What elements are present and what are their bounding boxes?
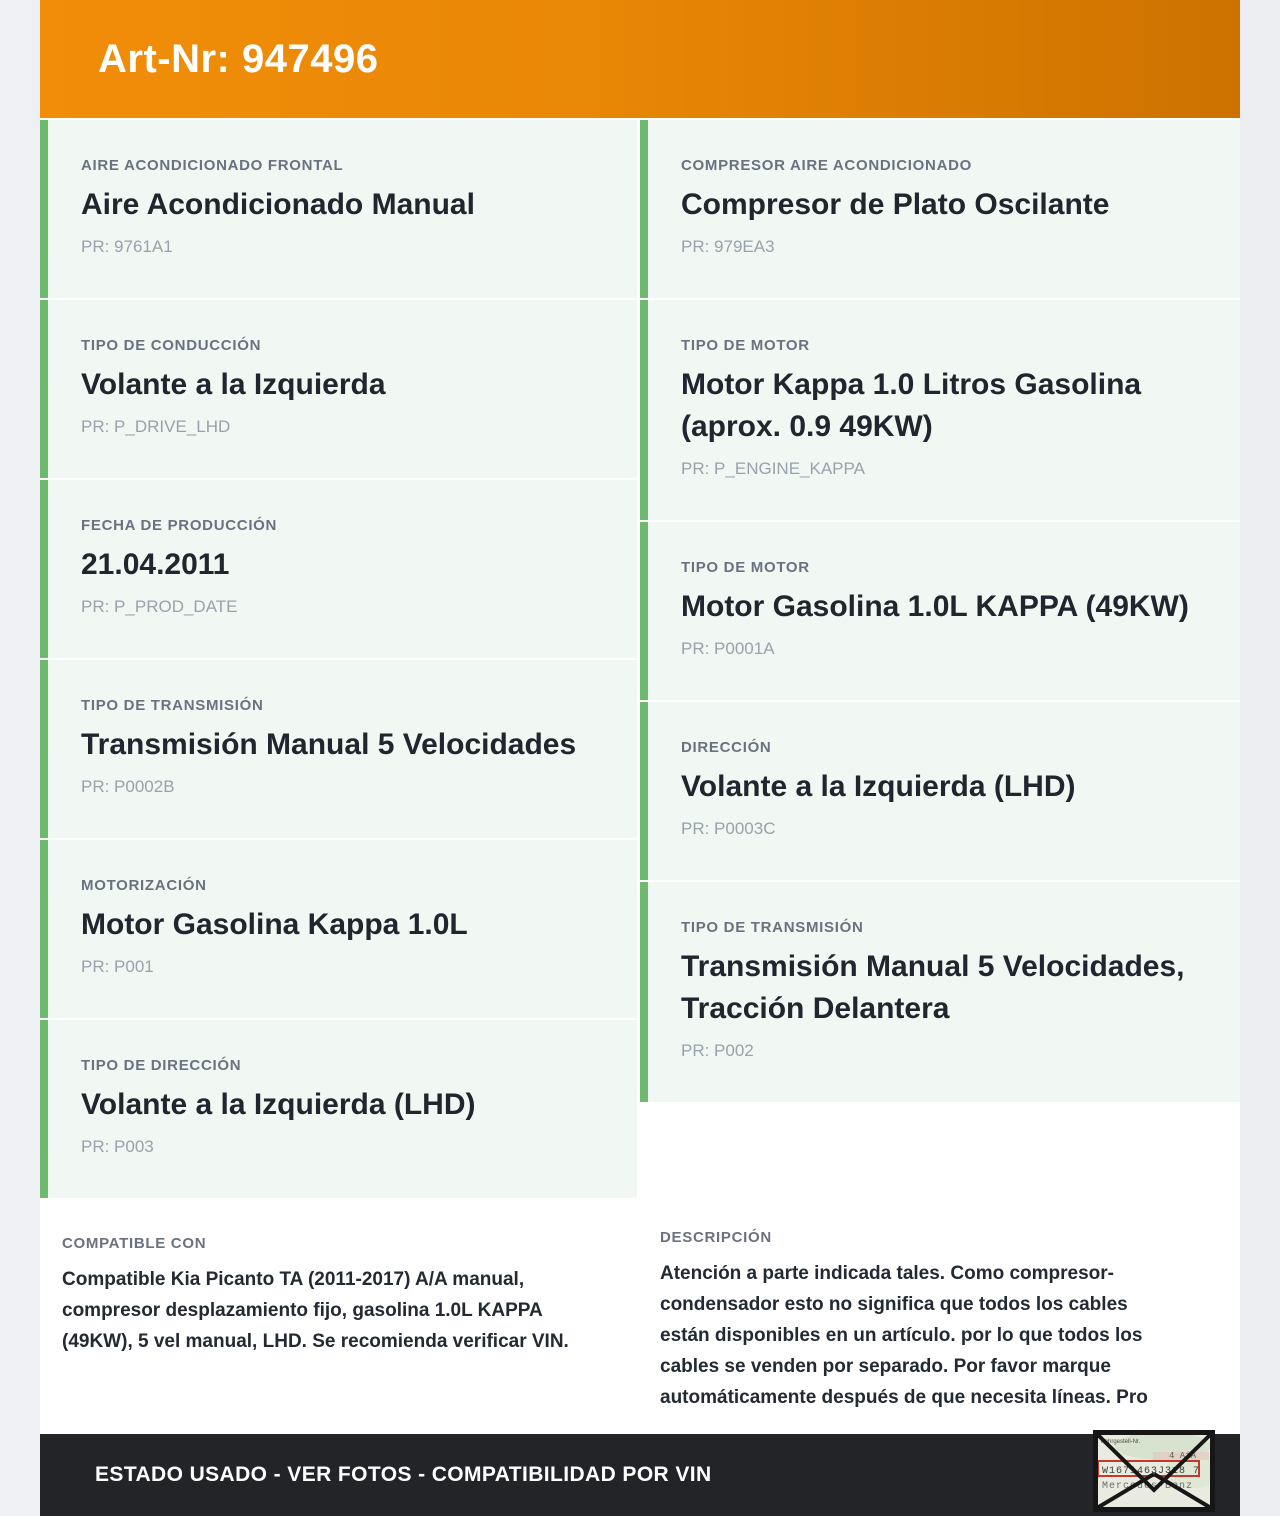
vin-number-text: W1671463J318 7 xyxy=(1102,1466,1201,1477)
compatible-section xyxy=(40,1198,640,1434)
compatible-text: Compatible Kia Picanto TA (2011-2017) A/A manual, compresor desplazamiento fijo, gasolina 1.0L KAPPA (49KW), 5 vel manual, LHD. Se recomienda verificar VIN. xyxy=(62,1269,569,1352)
doc-label-text: Fahrgestell-Nr. xyxy=(1101,1439,1141,1445)
attribute-value: Compresor de Plato Oscilante xyxy=(681,188,1110,221)
attribute-pr-code: PR: P_PROD_DATE xyxy=(81,597,238,616)
attribute-card xyxy=(640,300,1240,520)
article-number-header xyxy=(40,0,1240,118)
attribute-card xyxy=(640,702,1240,880)
attribute-columns xyxy=(40,118,1240,1198)
attribute-pr-code: PR: 9761A1 xyxy=(81,237,173,256)
attribute-pr-code: PR: P0001A xyxy=(681,639,775,658)
vin-document-thumbnail xyxy=(1093,1430,1215,1512)
description-section xyxy=(640,1198,1240,1434)
attribute-pr-code: PR: P003 xyxy=(81,1137,154,1156)
listing-template xyxy=(40,0,1240,1516)
description-text: Atención a parte indicada tales. Como compresor-condensador esto no significa que todos los cables están disponibles en un artículo. por lo que todos los cables se venden por separado. Por favor marque automáticamente después de que necesita líneas. Pro xyxy=(660,1263,1148,1408)
attribute-pr-code: PR: P_ENGINE_KAPPA xyxy=(681,459,865,478)
attribute-card xyxy=(640,522,1240,700)
footer-bar xyxy=(40,1434,1240,1516)
attribute-pr-code: PR: 979EA3 xyxy=(681,237,775,256)
attribute-card xyxy=(640,882,1240,1102)
doc-aux-text: 4 AiA xyxy=(1169,1451,1197,1461)
attribute-card xyxy=(40,480,637,658)
attribute-value: Motor Gasolina Kappa 1.0L xyxy=(81,908,468,941)
attribute-pr-code: PR: P002 xyxy=(681,1041,754,1060)
column-left xyxy=(40,120,637,1198)
attribute-value: Motor Gasolina 1.0L KAPPA (49KW) xyxy=(681,590,1189,623)
attribute-card xyxy=(40,1020,637,1198)
attribute-label: TIPO DE MOTOR xyxy=(681,559,810,576)
attribute-pr-code: PR: P0002B xyxy=(81,777,175,796)
attribute-pr-code: PR: P0003C xyxy=(681,819,776,838)
attribute-label: COMPRESOR AIRE ACONDICIONADO xyxy=(681,157,972,174)
compatible-label: COMPATIBLE CON xyxy=(62,1235,207,1252)
attribute-label: TIPO DE TRANSMISIÓN xyxy=(681,919,864,936)
attribute-card xyxy=(40,840,637,1018)
brand-text: Mercedes-Benz xyxy=(1102,1481,1194,1492)
attribute-card xyxy=(40,120,637,298)
description-label: DESCRIPCIÓN xyxy=(660,1229,772,1246)
attribute-label: TIPO DE CONDUCCIÓN xyxy=(81,337,262,354)
attribute-label: FECHA DE PRODUCCIÓN xyxy=(81,517,278,534)
attribute-pr-code: PR: P001 xyxy=(81,957,154,976)
article-number-title: Art-Nr: 947496 xyxy=(98,36,379,81)
attribute-label: TIPO DE DIRECCIÓN xyxy=(81,1057,242,1074)
column-right xyxy=(640,120,1240,1198)
attribute-value: Motor Kappa 1.0 Litros Gasolina (aprox. 0.9 49KW) xyxy=(681,368,1142,443)
attribute-value: 21.04.2011 xyxy=(81,548,230,581)
attribute-card xyxy=(40,660,637,838)
attribute-label: TIPO DE MOTOR xyxy=(681,337,810,354)
attribute-card xyxy=(40,300,637,478)
attribute-label: AIRE ACONDICIONADO FRONTAL xyxy=(81,157,344,174)
attribute-label: TIPO DE TRANSMISIÓN xyxy=(81,697,264,714)
attribute-value: Transmisión Manual 5 Velocidades xyxy=(81,728,577,761)
attribute-value: Volante a la Izquierda xyxy=(81,368,386,401)
attribute-label: MOTORIZACIÓN xyxy=(81,877,207,894)
bottom-sections xyxy=(40,1198,1240,1434)
attribute-value: Volante a la Izquierda (LHD) xyxy=(681,770,1076,803)
attribute-value: Aire Acondicionado Manual xyxy=(81,188,475,221)
envelope-watermark-icon xyxy=(1093,1430,1215,1512)
footer-condition-text: ESTADO USADO - VER FOTOS - COMPATIBILIDAD POR VIN xyxy=(95,1463,712,1486)
attribute-value: Transmisión Manual 5 Velocidades, Tracción Delantera xyxy=(681,950,1185,1025)
attribute-value: Volante a la Izquierda (LHD) xyxy=(81,1088,476,1121)
attribute-card xyxy=(640,120,1240,298)
attribute-pr-code: PR: P_DRIVE_LHD xyxy=(81,417,231,436)
attribute-label: DIRECCIÓN xyxy=(681,739,772,756)
